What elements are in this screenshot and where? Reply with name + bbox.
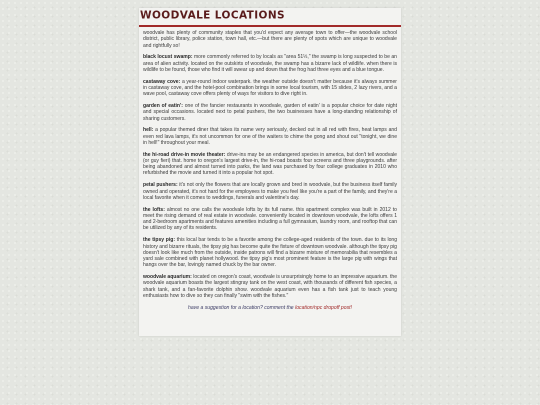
location-name: the tipsy pig: xyxy=(143,237,176,244)
intro-paragraph: woodvale has plenty of community staples that you'd expect any average town to offer—the woodvale school district, public library, police station, town hall, etc.—but there are plenty of spots which are unique to woodvale and rightfully so! xyxy=(143,30,397,49)
location-entry xyxy=(143,127,397,146)
location-entry xyxy=(143,274,397,299)
location-list xyxy=(143,54,397,299)
location-description: located on oregon's coast, woodvale is unsurprisingly home to an impressive aquarium. the woodvale aquarium boasts the largest stingray tank on the west coast, with thousands of different fish species, a shark tank, and a fan-favorite dolphin show. woodvale aquarium even has a fish tank just to teach young enthusiasts how to dive so they can finally "swim with the fishes." xyxy=(143,274,398,299)
location-description: more commonly referred to by locals as "area 51½," the swamp is long suspected to be an area of alien activity. located on the outskirts of woodvale, the swamp has a bizarre lack of wildlife. when there is wildlife to be found, those who find it will swear up and down that the frog had three eyes and a blue tongue. xyxy=(143,54,397,73)
page-title: WOODVALE LOCATIONS xyxy=(140,9,286,22)
location-description: a popular themed diner that takes its name very seriously, decked out in all red with fires, heat lamps and even red lava lamps, it's not uncommon for one of the waiters to chime the gong and shout out "tonight, we dine in hell!" throughout your meal. xyxy=(143,127,397,146)
page-header xyxy=(139,8,401,27)
dropoff-post-link[interactable]: location/npc dropoff post! xyxy=(295,304,352,311)
location-entry xyxy=(143,79,397,98)
location-description: a year-round indoor waterpark. the weather outside doesn't matter because it's always summer in castaway cove, and the hotel-pool combination brings in some local tourism, with 15 slides, 2 lazy rivers, and a wave pool, castaway cove offers plenty of ways for visitors to dive right in. xyxy=(143,78,397,98)
location-name: black locust swamp: xyxy=(143,54,193,61)
location-entry xyxy=(143,103,397,122)
location-description: almost no one calls the woodvale lofts by its full name. this apartment complex was built in 2012 to meet the rising demand of real estate in woodvale. conveniently located in downtown woodvale, the lofts offers 1 and 2-bedroom apartments and features amenities including a full gymnasium, laundry room, and rooftop that can be utilized by any of its residents. xyxy=(143,206,397,232)
location-entry xyxy=(143,152,397,177)
location-name: hell: xyxy=(143,127,154,134)
location-description: drive-ins may be an endangered species in america, but don't tell woodvale (or guy fieri) that. home to oregon's largest drive-in, the hi-road boasts four screens and three playgrounds. after being abandoned and almost turned into parks, the land was purchased by four college graduates in 2010 who refurbished the movie and turned it into a popular hot spot. xyxy=(143,151,397,177)
location-name: garden of eatin': xyxy=(143,103,183,110)
location-name: woodvale aquarium: xyxy=(143,274,192,281)
location-name: the lofts: xyxy=(143,206,165,213)
location-name: petal pushers: xyxy=(143,182,178,189)
location-description: one of the fancier restaurants in woodvale, garden of eatin' is a popular choice for date night and special occasions. located next to petal pushers, the two businesses have a long-standing relationship of sharing customers. xyxy=(143,103,397,122)
location-entry xyxy=(143,182,397,201)
footer xyxy=(143,305,397,311)
location-name: castaway cove: xyxy=(143,78,181,85)
footer-text: have a suggestion for a location? comment the xyxy=(188,304,296,311)
location-name: the hi-road drive-in movie theater: xyxy=(143,151,226,158)
location-entry xyxy=(143,207,397,232)
content-body xyxy=(139,27,401,311)
location-description: it's not only the flowers that are locally grown and bred in woodvale, but the business itself family owned and operated, it's not hard for the employees to make you feel like you're a part of the family, and they're a local favorite when it comes to weddings, funerals and valentine's day. xyxy=(143,182,397,201)
location-entry xyxy=(143,237,397,268)
content-card xyxy=(139,8,401,336)
location-description: this local bar tends to be a favorite among the college-aged residents of the town. due to its long history and bizarre rituals, the tipsy pig has become quite the fixture of downtown woodvale. although the tipsy pig doesn't look like much from the outside, inside patrons will find a bizarre mixture of memorabilia that resembles a yard sale combined with planet hollywood. the tipsy pig's most prominent feature is the large pig with wings that hangs over the bar, lovingly named chuck by the bar owner. xyxy=(143,237,397,269)
location-entry xyxy=(143,54,397,73)
